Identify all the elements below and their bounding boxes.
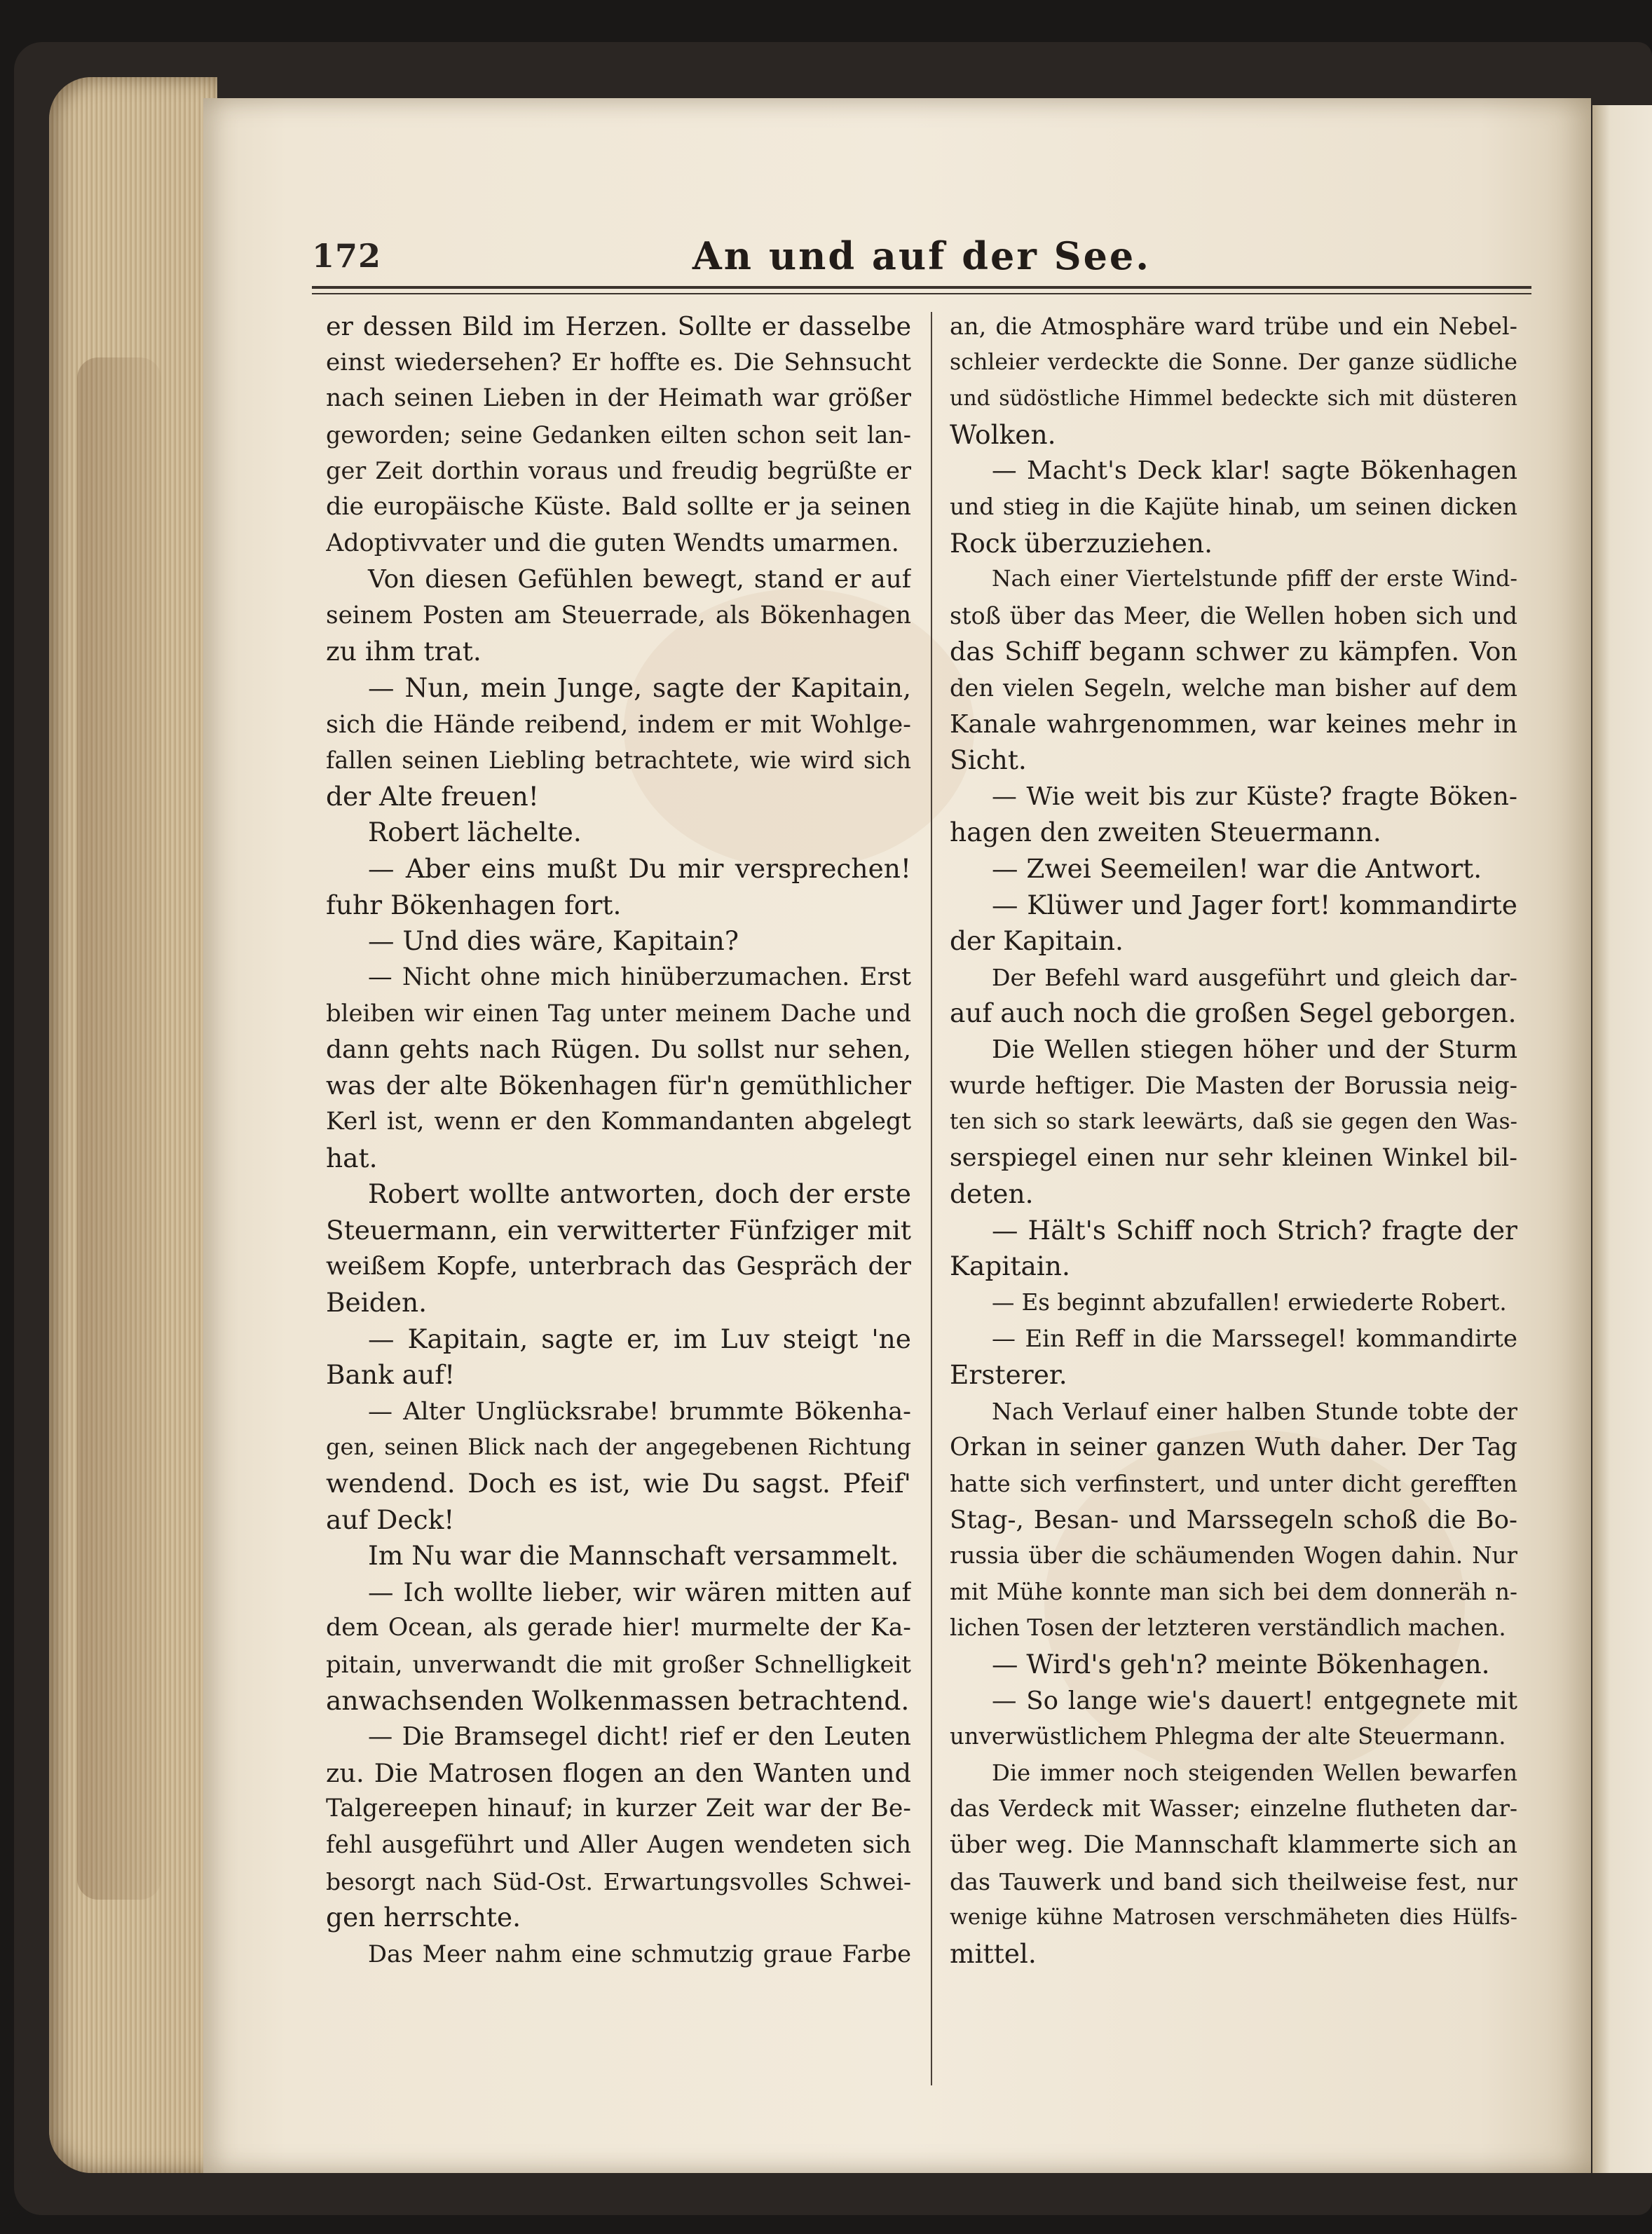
text-line: über weg. Die Mannschaft klammerte sich an	[950, 1830, 1517, 1859]
text-column-left	[326, 308, 911, 1972]
page-edges	[49, 77, 217, 2173]
text-line: Stag-, Besan- und Marssegeln schoß die Bo-	[950, 1505, 1517, 1534]
text-line: ger Zeit dorthin voraus und freudig begrüßte er	[326, 457, 911, 485]
text-line: Talgereepen hinauf; in kurzer Zeit war der Be-	[326, 1794, 911, 1823]
text-line: Kapitain.	[950, 1251, 1070, 1282]
facing-page-edge	[1592, 105, 1652, 2173]
text-line: hat.	[326, 1142, 378, 1173]
text-line: Ersterer.	[950, 1359, 1067, 1391]
column-divider	[931, 312, 932, 2085]
text-line: Sicht.	[950, 744, 1027, 776]
text-line: pitain, unverwandt die mit großer Schnelligkeit	[326, 1650, 911, 1678]
text-line: geworden; seine Gedanken eilten schon seit lan-	[326, 421, 911, 449]
text-line: gen herrschte.	[326, 1902, 521, 1933]
text-line: — Macht's Deck klar! sagte Bökenhagen	[992, 456, 1517, 486]
text-column-right	[950, 308, 1517, 1972]
text-line: stoß über das Meer, die Wellen hoben sich und	[950, 601, 1517, 629]
text-line: Steuermann, ein verwitterter Fünfziger mit	[326, 1214, 911, 1246]
text-line: der Kapitain.	[950, 925, 1124, 957]
text-line: — Zwei Seemeilen! war die Antwort.	[992, 852, 1482, 884]
text-line: ten sich so stark leewärts, daß sie gegen den Was-	[950, 1109, 1517, 1135]
text-line: hatte sich verfinstert, und unter dicht gerefften	[950, 1470, 1517, 1497]
text-line: was der alte Bökenhagen für'n gemüthlicher	[326, 1070, 911, 1101]
text-line: fehl ausgeführt und Aller Augen wendeten sich	[326, 1830, 911, 1859]
text-line: Robert wollte antworten, doch der erste	[368, 1178, 911, 1210]
text-line: dann gehts nach Rügen. Du sollst nur sehen,	[326, 1035, 911, 1064]
text-line: Die Wellen stiegen höher und der Sturm	[992, 1035, 1517, 1064]
text-line: Beiden.	[326, 1287, 428, 1319]
text-line: mit Mühe konnte man sich bei dem donneräh n-	[950, 1578, 1517, 1605]
text-line: seinem Posten am Steuerrade, als Bökenhagen	[326, 601, 911, 629]
text-line: das Tauwerk und band sich theilweise fest, nur	[950, 1867, 1517, 1895]
text-line: hagen den zweiten Steuermann.	[950, 817, 1381, 848]
text-line: besorgt nach Süd-Ost. Erwartungsvolles Schwei-	[326, 1867, 911, 1895]
text-line: Die immer noch steigenden Wellen bewarfen	[992, 1759, 1517, 1786]
text-line: er dessen Bild im Herzen. Sollte er dasselbe	[326, 311, 911, 341]
text-line: weißem Kopfe, unterbrach das Gespräch der	[326, 1252, 911, 1281]
text-line: mittel.	[950, 1937, 1037, 1969]
text-line: — Nicht ohne mich hinüberzumachen. Erst	[368, 962, 911, 991]
text-line: — So lange wie's dauert! entgegnete mit	[992, 1686, 1517, 1715]
text-line: — Die Bramsegel dicht! rief er den Leuten	[368, 1722, 911, 1752]
text-line: Im Nu war die Mannschaft versammelt.	[368, 1540, 899, 1572]
text-line: und stieg in die Kajüte hinab, um seinen dicken	[950, 493, 1517, 520]
page-header	[312, 228, 1531, 284]
text-line: das Schiff begann schwer zu kämpfen. Von	[950, 636, 1517, 667]
text-line: bleiben wir einen Tag unter meinem Dache und	[326, 1000, 911, 1028]
text-line: — Es beginnt abzufallen! erwiederte Robert.	[992, 1289, 1507, 1316]
text-line: — Aber eins mußt Du mir versprechen!	[368, 852, 911, 884]
text-line: — Und dies wäre, Kapitain?	[368, 925, 739, 957]
text-line: und südöstliche Himmel bedeckte sich mit düsteren	[950, 386, 1517, 411]
text-line: Kerl ist, wenn er den Kommandanten abgelegt	[326, 1108, 911, 1136]
text-line: — Ich wollte lieber, wir wären mitten auf	[368, 1576, 911, 1607]
text-line: schleier verdeckte die Sonne. Der ganze südliche	[950, 349, 1517, 375]
text-line: unverwüstlichem Phlegma der alte Steuermann.	[950, 1723, 1506, 1750]
text-line: Adoptivvater und die guten Wendts umarmen.	[326, 529, 899, 557]
text-line: das Verdeck mit Wasser; einzelne flutheten dar-	[950, 1795, 1517, 1823]
running-title: An und auf der See.	[692, 233, 1152, 278]
text-line: — Hält's Schiff noch Strich? fragte der	[992, 1214, 1517, 1246]
text-line: — Kapitain, sagte er, im Luv steigt 'ne	[368, 1323, 911, 1354]
text-line: Das Meer nahm eine schmutzig graue Farbe	[368, 1940, 911, 1968]
text-line: — Wird's geh'n? meinte Bökenhagen.	[992, 1648, 1490, 1680]
text-line: — Ein Reff in die Marssegel! kommandirte	[992, 1324, 1517, 1353]
text-line: wurde heftiger. Die Masten der Borussia neig-	[950, 1072, 1517, 1100]
text-line: Von diesen Gefühlen bewegt, stand er auf	[368, 565, 911, 594]
text-line: lichen Tosen der letzteren verständlich machen.	[950, 1614, 1506, 1642]
text-line: auf Deck!	[326, 1504, 455, 1535]
text-line: an, die Atmosphäre ward trübe und ein Nebel-	[950, 313, 1517, 340]
text-line: Rock überzuziehen.	[950, 527, 1213, 559]
text-line: Der Befehl ward ausgeführt und gleich dar-	[992, 963, 1517, 991]
text-line: — Alter Unglücksrabe! brummte Bökenha-	[368, 1396, 911, 1426]
text-line: — Nun, mein Junge, sagte der Kapitain,	[368, 672, 911, 703]
text-line: — Klüwer und Jager fort! kommandirte	[992, 889, 1517, 920]
text-line: Wolken.	[950, 418, 1056, 450]
header-rule-thick	[312, 286, 1531, 289]
text-line: gen, seinen Blick nach der angegebenen Richtung	[326, 1433, 911, 1461]
text-line: Robert lächelte.	[368, 817, 582, 848]
book-page	[203, 98, 1591, 2173]
text-line: Orkan in seiner ganzen Wuth daher. Der Tag	[950, 1433, 1517, 1462]
text-line: fuhr Bökenhagen fort.	[326, 889, 622, 920]
text-line: nach seinen Lieben in der Heimath war größer	[326, 384, 911, 413]
text-line: Bank auf!	[326, 1359, 456, 1391]
text-line: zu. Die Matrosen flogen an den Wanten und	[326, 1757, 911, 1788]
text-line: deten.	[950, 1178, 1034, 1210]
text-line: Nach Verlauf einer halben Stunde tobte der	[992, 1397, 1517, 1425]
page-number: 172	[312, 237, 382, 275]
text-line: anwachsenden Wolkenmassen betrachtend.	[326, 1684, 910, 1716]
header-rule-thin	[312, 293, 1531, 294]
text-line: einst wiedersehen? Er hoffte es. Die Sehnsucht	[326, 348, 911, 376]
text-line: dem Ocean, als gerade hier! murmelte der Ka-	[326, 1614, 911, 1642]
text-line: wendend. Doch es ist, wie Du sagst. Pfeif'	[326, 1468, 911, 1499]
text-line: sich die Hände reibend, indem er mit Wohlge-	[326, 709, 911, 739]
text-line: der Alte freuen!	[326, 780, 539, 812]
text-line: die europäische Küste. Bald sollte er ja seinen	[326, 492, 911, 521]
text-line: wenige kühne Matrosen verschmäheten dies Hülfs-	[950, 1905, 1517, 1930]
text-line: auf auch noch die großen Segel geborgen.	[950, 997, 1517, 1029]
text-line: russia über die schäumenden Wogen dahin. Nur	[950, 1542, 1517, 1569]
text-line: fallen seinen Liebling betrachtete, wie wird sich	[326, 747, 911, 775]
text-line: Nach einer Viertelstunde pfiff der erste Wind-	[992, 566, 1517, 592]
text-line: — Wie weit bis zur Küste? fragte Böken-	[992, 782, 1517, 811]
text-line: zu ihm trat.	[326, 636, 482, 667]
text-line: serspiegel einen nur sehr kleinen Winkel bil-	[950, 1143, 1517, 1172]
text-line: Kanale wahrgenommen, war keines mehr in	[950, 709, 1517, 739]
text-line: den vielen Segeln, welche man bisher auf dem	[950, 674, 1517, 702]
